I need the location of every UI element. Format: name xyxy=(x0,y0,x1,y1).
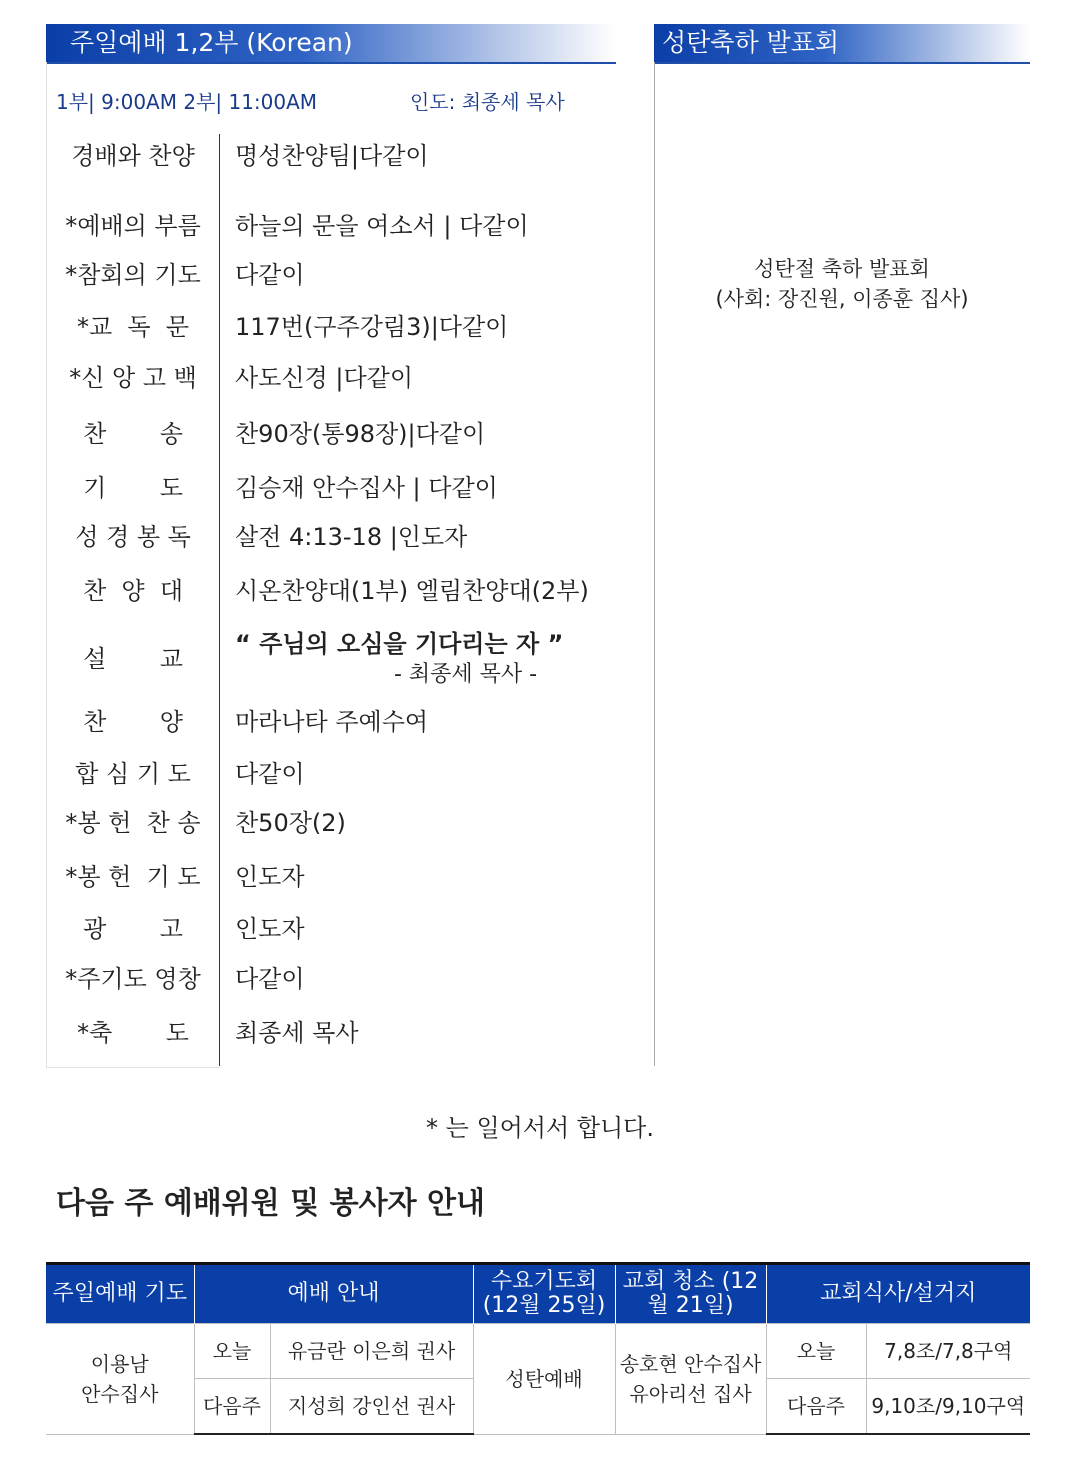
event-description xyxy=(654,254,1030,314)
order-value: 살전 4:13-18 |인도자 xyxy=(235,523,468,551)
order-label: 찬 양 xyxy=(83,708,183,736)
table-header-row xyxy=(46,1264,1030,1324)
today-label: 오늘 xyxy=(194,1324,270,1379)
left-panel-border xyxy=(46,62,47,1068)
order-label: 광 고 xyxy=(83,915,183,943)
order-label: 성 경 봉 독 xyxy=(75,523,191,551)
meal-today-label: 오늘 xyxy=(766,1324,866,1379)
order-label: 찬 양 대 xyxy=(82,577,184,605)
event-title: 성탄절 축하 발표회 xyxy=(754,257,930,281)
header-church-cleaning: 교회 청소 (12월 21일) xyxy=(615,1264,766,1324)
order-label: 설 교 xyxy=(83,645,183,673)
next-week-label: 다음주 xyxy=(194,1379,270,1435)
meal-next-label: 다음주 xyxy=(766,1379,866,1435)
order-label: *예배의 부름 xyxy=(65,212,201,240)
left-header-text: 주일예배 1,2부 (Korean) xyxy=(70,28,353,57)
guide-today-cell: 유금란 이은희 권사 xyxy=(270,1324,473,1379)
order-label: *신 앙 고 백 xyxy=(69,364,197,392)
cleaning-person-1: 송호현 안수집사 xyxy=(619,1351,762,1376)
cleaning-person-2: 유아리선 집사 xyxy=(629,1381,752,1406)
order-label: *교 독 문 xyxy=(76,313,190,341)
sermon-preacher: - 최종세 목사 - xyxy=(394,662,538,687)
service-times: 1부| 9:00AM 2부| 11:00AM xyxy=(56,90,318,114)
order-label: *참회의 기도 xyxy=(65,261,201,289)
right-panel-divider xyxy=(654,62,655,1066)
left-panel-bottom-border xyxy=(46,1067,220,1068)
order-divider xyxy=(219,134,220,1066)
prayer-person-name: 이용남 xyxy=(90,1351,149,1376)
order-label: 찬 송 xyxy=(83,420,183,448)
order-label: *봉 헌 찬 송 xyxy=(65,809,201,837)
order-value: 다같이 xyxy=(235,965,305,993)
prayer-person-title: 안수집사 xyxy=(81,1381,159,1406)
order-label: *주기도 영창 xyxy=(65,965,201,993)
service-leader: 인도: 최종세 목사 xyxy=(410,90,565,114)
order-value: 사도신경 |다같이 xyxy=(235,364,414,392)
order-label: *축 도 xyxy=(77,1019,189,1047)
table-row xyxy=(46,1324,1030,1379)
order-label: 합 심 기 도 xyxy=(75,760,191,788)
order-value: 시온찬양대(1부) 엘림찬양대(2부) xyxy=(235,577,589,605)
right-header-text: 성탄축하 발표회 xyxy=(662,28,839,57)
order-value: 하늘의 문을 여소서 | 다같이 xyxy=(235,212,529,240)
order-value: 찬90장(통98장)|다같이 xyxy=(235,420,486,448)
left-section-header xyxy=(46,24,616,62)
left-header-rule xyxy=(46,62,616,64)
order-value: 117번(구주강림3)|다같이 xyxy=(235,313,509,341)
event-host: (사회: 장진원, 이종훈 집사) xyxy=(715,287,969,311)
meal-today-cell: 7,8조/7,8구역 xyxy=(866,1324,1030,1379)
order-value: 최종세 목사 xyxy=(235,1019,359,1047)
right-section-header xyxy=(654,24,1030,62)
order-value: 명성찬양팀|다같이 xyxy=(235,142,429,170)
cleaning-cell xyxy=(615,1324,766,1435)
guide-next-cell: 지성희 강인선 권사 xyxy=(270,1379,473,1435)
order-label: *봉 헌 기 도 xyxy=(65,863,201,891)
meal-next-cell: 9,10조/9,10구역 xyxy=(866,1379,1030,1435)
sermon-title: “ 주님의 오심을 기다리는 자 ” xyxy=(235,630,564,658)
standing-note: * 는 일어서서 합니다. xyxy=(426,1114,654,1142)
header-service-guide: 예배 안내 xyxy=(194,1264,473,1324)
header-church-meal: 교회식사/설거지 xyxy=(766,1264,1030,1324)
right-header-rule xyxy=(654,62,1030,64)
order-value: 찬50장(2) xyxy=(235,809,346,837)
prayer-person-cell xyxy=(46,1324,194,1435)
order-value: 다같이 xyxy=(235,760,305,788)
order-value: 마라나타 주예수여 xyxy=(235,708,429,736)
order-value: 다같이 xyxy=(235,261,305,289)
order-label: 경배와 찬양 xyxy=(71,142,195,170)
order-label: 기 도 xyxy=(83,474,183,502)
header-sunday-prayer: 주일예배 기도 xyxy=(46,1264,194,1324)
section-title: 다음 주 예배위원 및 봉사자 안내 xyxy=(56,1186,485,1221)
volunteers-table xyxy=(46,1262,1030,1435)
header-wednesday-prayer: 수요기도회 (12월 25일) xyxy=(473,1264,615,1324)
order-value: 인도자 xyxy=(235,915,305,943)
order-value: 인도자 xyxy=(235,863,305,891)
wednesday-cell: 성탄예배 xyxy=(473,1324,615,1435)
order-value: 김승재 안수집사 | 다같이 xyxy=(235,474,498,502)
